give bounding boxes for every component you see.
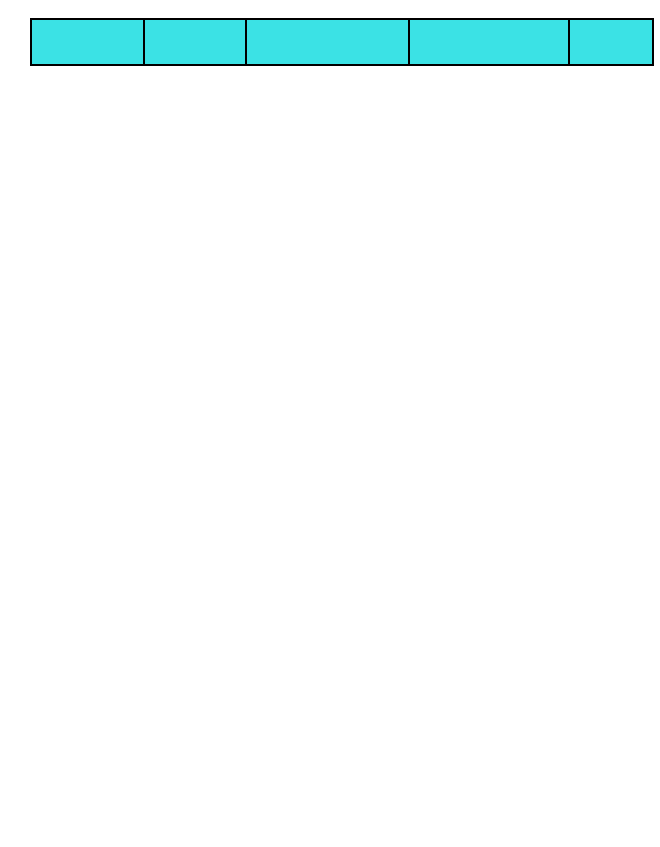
header-model bbox=[31, 19, 144, 65]
header-groove-diameter bbox=[246, 19, 409, 65]
header-cylinder-bore-diameter bbox=[144, 19, 246, 65]
header-piston-diameter bbox=[569, 19, 653, 65]
dimension-table bbox=[30, 18, 654, 66]
header-groove-width bbox=[409, 19, 569, 65]
table-header bbox=[31, 19, 653, 65]
header-row-groups bbox=[31, 19, 653, 65]
page bbox=[0, 0, 660, 66]
